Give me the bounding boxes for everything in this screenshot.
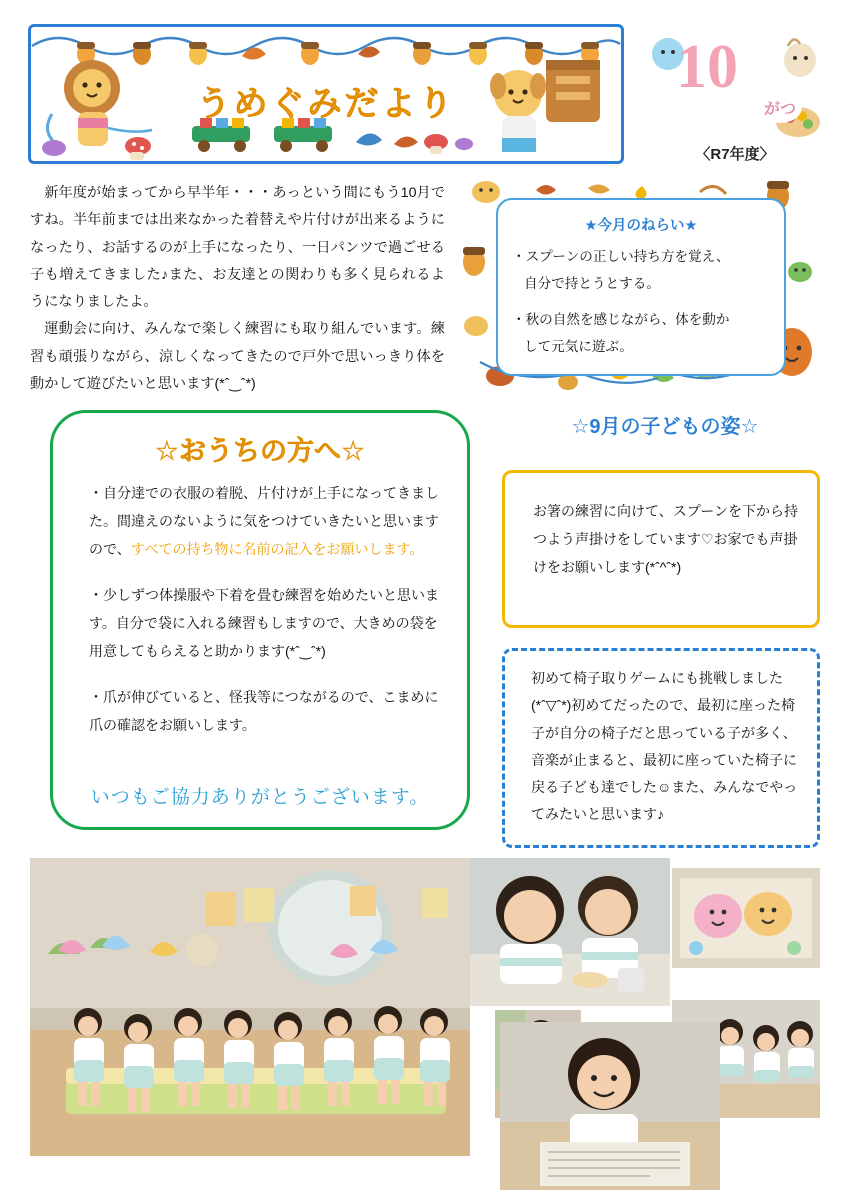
intro-text	[30, 180, 445, 398]
to-families-item-text: ・少しずつ体操服や下着を畳む練習を始めたいと思います。自分で袋に入れる練習もしますので、大きめの袋を用意してもらえると助かります(*ˆ‿ˆ*)	[89, 587, 439, 659]
monthly-aim-title: ★今月のねらい★	[584, 218, 698, 234]
september-section-title: ☆9月の子どもの姿☆	[571, 416, 759, 438]
monthly-aim-box	[496, 198, 786, 376]
september-yellow-note-box	[502, 470, 820, 628]
to-families-item	[89, 581, 443, 665]
page-title: うめぐみだより	[196, 85, 456, 123]
september-yellow-note-text: お箸の練習に向けて、スプーンを下から持つよう声掛けをしています♡お家でも声掛けをお願いします(*ˆ^ˆ*)	[533, 503, 799, 575]
to-families-item	[89, 479, 443, 563]
to-families-item-text: ・自分達での衣服の着脱、片付けが上手になってきました。間違えのないように気をつけていきたいと思いますので、	[89, 485, 439, 557]
aim-item-line1: ・秋の自然を感じながら、体を動か	[512, 312, 730, 327]
to-families-item	[89, 683, 443, 739]
month-badge	[640, 26, 830, 166]
aim-item-line1: ・スプーンの正しい持ち方を覚え、	[512, 249, 730, 264]
monthly-aim-list	[512, 244, 772, 370]
aim-item	[512, 307, 772, 360]
month-kana-label: がつ	[758, 92, 802, 123]
child-with-newspaper-photo	[500, 1022, 720, 1190]
september-blue-note-box	[502, 648, 820, 848]
children-eating-photo	[470, 858, 670, 1006]
to-families-box	[50, 410, 470, 830]
to-families-item-text: ・爪が伸びていると、怪我等につながるので、こまめに爪の確認をお願いします。	[89, 689, 439, 733]
september-blue-note-text: 初めて椅子取りゲームにも挑戦しました(*ˆ▽ˆ*)初めてだったので、最初に座った椅子が自分の椅子だと思っている子が多く、音楽が止まると、最初に座っていた椅子に戻る子ども達でした☺また、みんなでやってみたいと思います♪	[531, 670, 798, 823]
intro-paragraph-2: 運動会に向け、みんなで楽しく練習にも取り組んでいます。練習も頑張りながら、涼しくなってきたので戸外で思いっきり体を動かして遊びたいと思います(*ˆ‿ˆ*)	[30, 321, 445, 392]
to-families-footer: いつもご協力ありがとうございます。	[90, 787, 430, 808]
aim-item-line2: 自分で持とうとする。	[524, 275, 660, 291]
aim-item	[512, 244, 772, 297]
to-families-body	[89, 479, 443, 757]
to-families-title: ☆おうちの方へ☆	[154, 436, 366, 466]
month-number: 10	[676, 33, 738, 101]
aim-item-line2: して元気に遊ぶ。	[524, 338, 634, 354]
handprint-art-photo	[672, 868, 820, 968]
to-families-item-highlight: すべての持ち物に名前の記入をお願いします。	[130, 541, 424, 557]
year-label: 〈R7年度〉	[695, 146, 775, 163]
class-group-photo	[30, 858, 470, 1156]
monthly-aim-section	[460, 176, 820, 396]
intro-paragraph-1: 新年度が始まってから早半年・・・あっという間にもう10月ですね。半年前までは出来なかった着替えや片付けが出来るようになったり、お話するのが上手になったり、一日パンツで過ごせる子も増えてきました♪また、お友達との関わりも多く見られるようになりましたよ。	[30, 185, 445, 311]
